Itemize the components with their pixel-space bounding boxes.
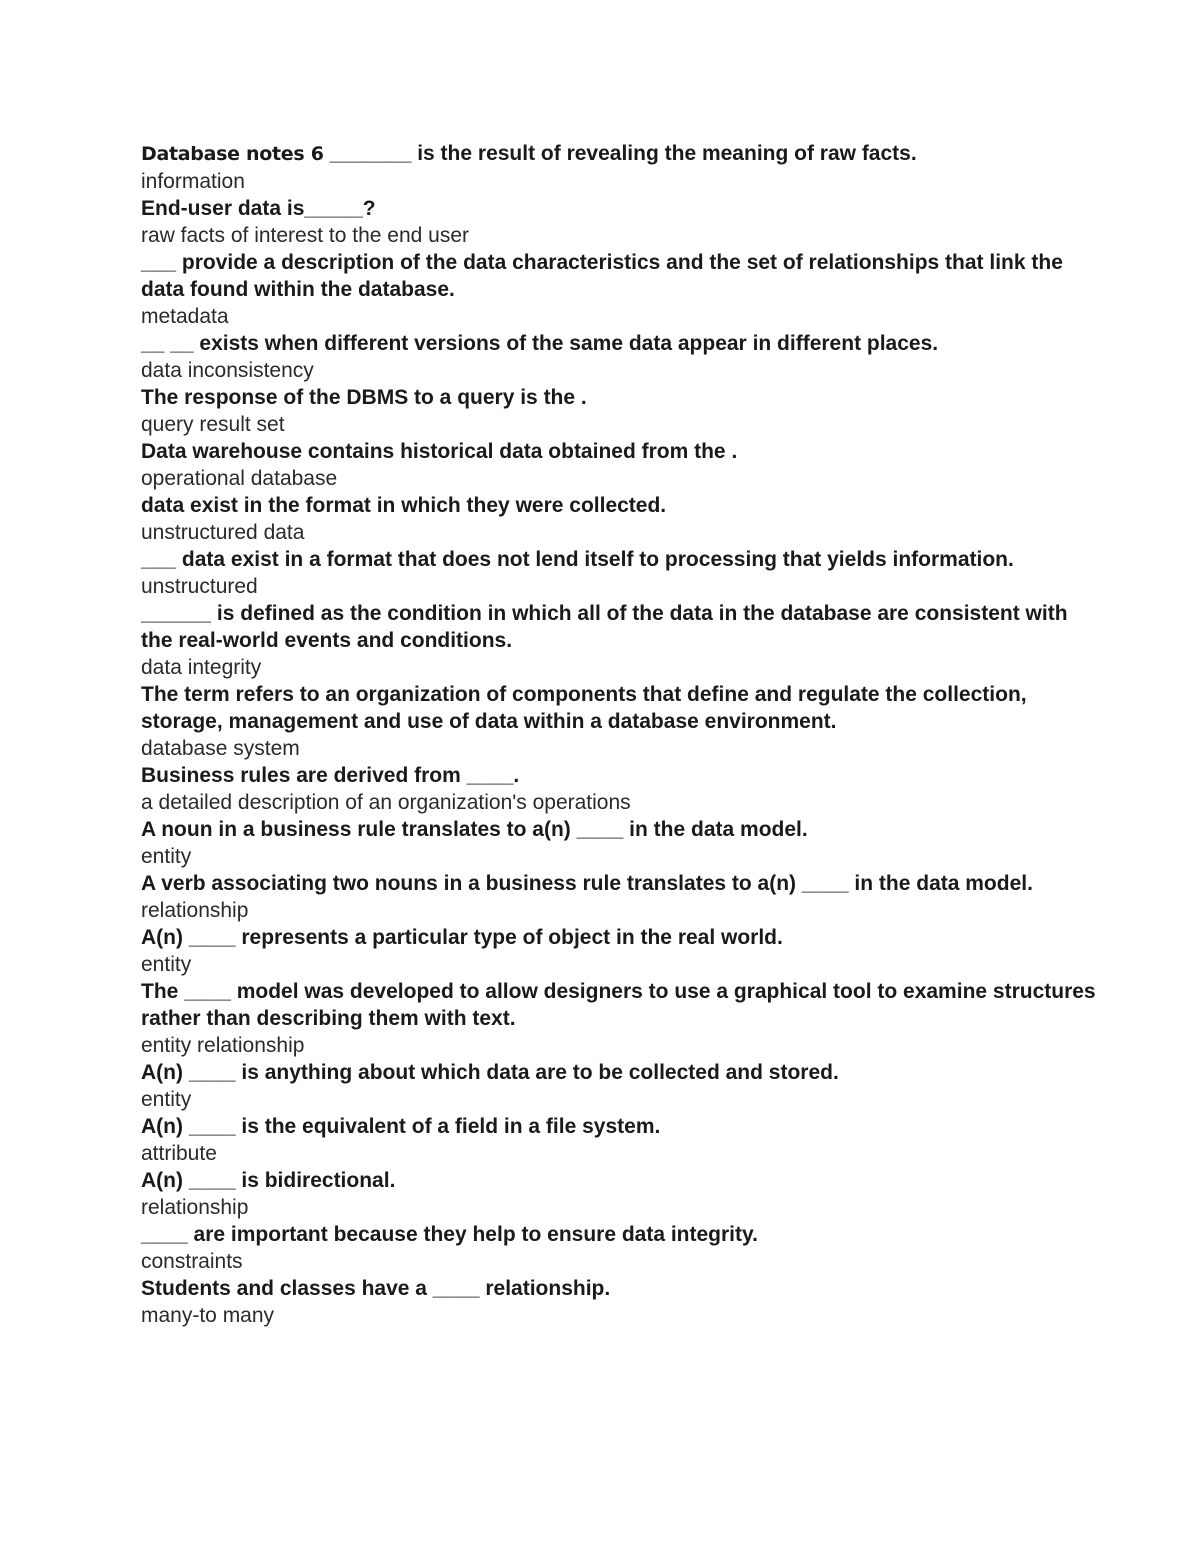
qa-item (141, 1167, 1101, 1221)
answer: attribute (141, 1142, 217, 1165)
question: Business rules are derived from ____. (141, 764, 520, 787)
question: ___ provide a description of the data characteristics and the set of relationships that link the data found within the database. (141, 251, 1063, 301)
question: A(n) ____ represents a particular type of object in the real world. (141, 926, 783, 949)
question: Students and classes have a ____ relationship. (141, 1277, 611, 1300)
qa-item (141, 492, 1101, 546)
qa-item (141, 384, 1101, 438)
answer: query result set (141, 413, 285, 436)
qa-item (141, 762, 1101, 816)
qa-item (141, 546, 1101, 600)
question: The ____ model was developed to allow designers to use a graphical tool to examine structures rather than describing them with text. (141, 980, 1096, 1030)
answer: unstructured data (141, 521, 305, 544)
answer: entity (141, 1088, 192, 1111)
answer: raw facts of interest to the end user (141, 224, 470, 247)
qa-item (141, 681, 1101, 762)
question (141, 140, 1101, 168)
question: A verb associating two nouns in a business rule translates to a(n) ____ in the data model. (141, 872, 1033, 895)
document-heading: Database notes 6 (141, 143, 324, 165)
qa-item (141, 816, 1101, 870)
question: ___ data exist in a format that does not lend itself to processing that yields information. (141, 548, 1014, 571)
question-text: _______ is the result of revealing the meaning of raw facts. (329, 142, 917, 165)
qa-item (141, 330, 1101, 384)
qa-item (141, 1113, 1101, 1167)
question: End-user data is_____? (141, 197, 376, 220)
question: The term refers to an organization of components that define and regulate the collection, storage, management and use of data within a database environment. (141, 683, 1027, 733)
qa-item (141, 438, 1101, 492)
answer: data integrity (141, 656, 262, 679)
answer: entity relationship (141, 1034, 305, 1057)
question: ______ is defined as the condition in which all of the data in the database are consistent with the real-world events and conditions. (141, 602, 1068, 652)
question: A noun in a business rule translates to a(n) ____ in the data model. (141, 818, 808, 841)
question: A(n) ____ is the equivalent of a field in a file system. (141, 1115, 661, 1138)
question: A(n) ____ is anything about which data are to be collected and stored. (141, 1061, 839, 1084)
question: The response of the DBMS to a query is the . (141, 386, 587, 409)
answer: metadata (141, 305, 229, 328)
qa-item (141, 600, 1101, 681)
qa-item (141, 1221, 1101, 1275)
qa-item (141, 140, 1101, 195)
document-page (141, 140, 1101, 1329)
question: A(n) ____ is bidirectional. (141, 1169, 396, 1192)
question: data exist in the format in which they were collected. (141, 494, 667, 517)
question: __ __ exists when different versions of the same data appear in different places. (141, 332, 939, 355)
qa-item (141, 249, 1101, 330)
answer: a detailed description of an organization's operations (141, 791, 631, 814)
qa-item (141, 978, 1101, 1059)
answer: entity (141, 845, 192, 868)
qa-item (141, 924, 1101, 978)
answer: data inconsistency (141, 359, 314, 382)
qa-item (141, 1275, 1101, 1329)
answer: operational database (141, 467, 338, 490)
answer: information (141, 170, 245, 193)
answer: entity (141, 953, 192, 976)
qa-item (141, 195, 1101, 249)
question: Data warehouse contains historical data obtained from the . (141, 440, 738, 463)
answer: relationship (141, 899, 249, 922)
answer: constraints (141, 1250, 243, 1273)
answer: many-to many (141, 1304, 275, 1327)
answer: unstructured (141, 575, 258, 598)
answer: relationship (141, 1196, 249, 1219)
qa-item (141, 1059, 1101, 1113)
question: ____ are important because they help to ensure data integrity. (141, 1223, 758, 1246)
answer: database system (141, 737, 300, 760)
qa-item (141, 870, 1101, 924)
